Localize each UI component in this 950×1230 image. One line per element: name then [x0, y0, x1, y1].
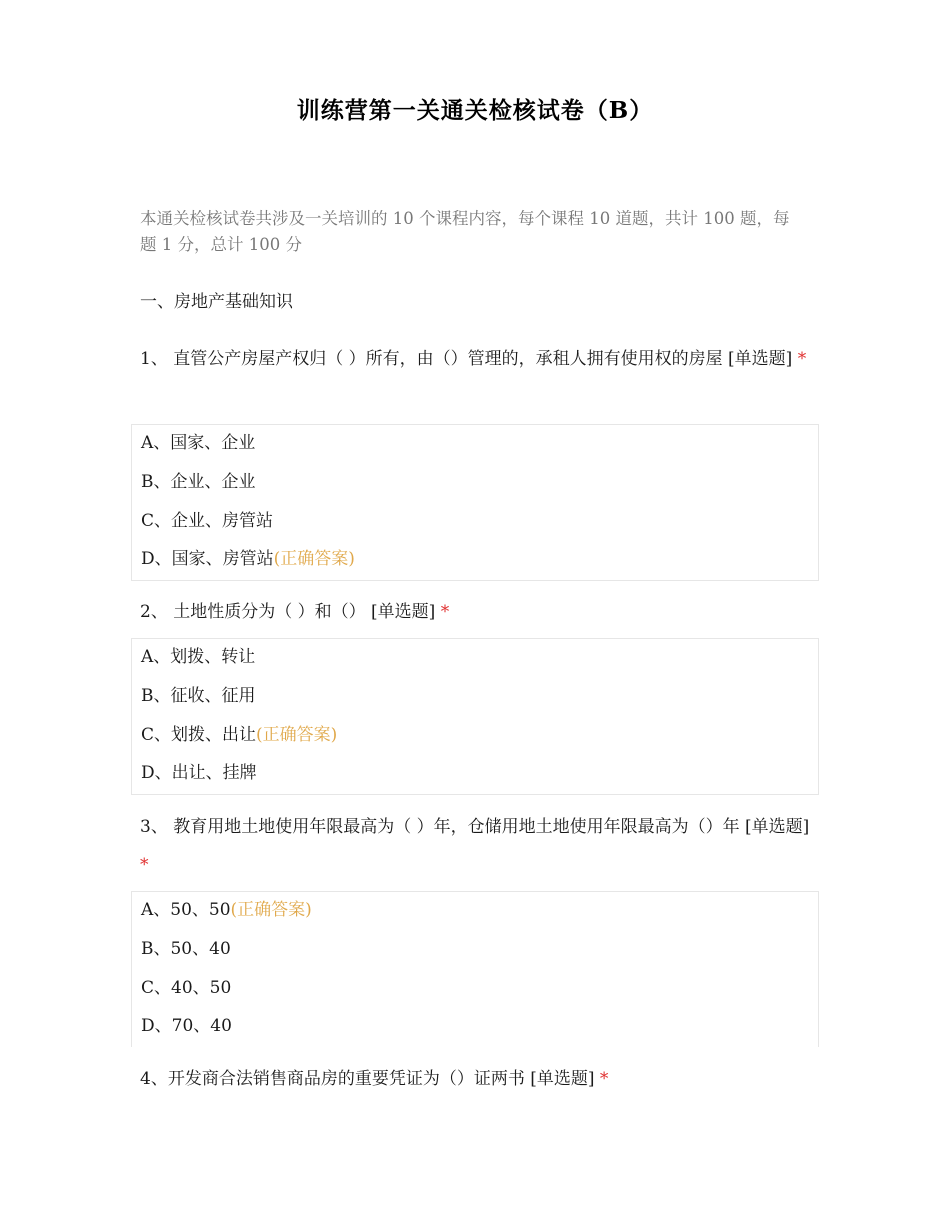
question-3	[140, 808, 810, 884]
question-4	[140, 1060, 810, 1098]
option-a[interactable]: A、50、50(正确答案)	[141, 900, 312, 920]
option-a[interactable]: A、国家、企业	[141, 433, 256, 453]
option-d[interactable]: D、出让、挂牌	[141, 763, 257, 784]
section-heading: 一、房地产基础知识	[140, 292, 293, 312]
required-mark: *	[140, 855, 149, 875]
option-b[interactable]: B、征收、征用	[141, 685, 256, 706]
question-text: 2、 土地性质分为（ ）和（） [单选题]	[140, 602, 436, 622]
exam-title: 训练营第一关通关检核试卷（B）	[296, 97, 654, 124]
option-b[interactable]: B、50、40	[141, 938, 231, 959]
required-mark: *	[440, 602, 450, 622]
option-d[interactable]: D、70、40	[141, 1016, 232, 1037]
option-a[interactable]: A、划拨、转让	[141, 647, 256, 667]
question-1	[140, 340, 810, 378]
question-text: 4、开发商合法销售商品房的重要凭证为（）证两书 [单选题]	[140, 1069, 595, 1089]
correct-answer-label: (正确答案)	[230, 900, 312, 920]
question-text: 1、 直管公产房屋产权归（ ）所有，由（）管理的，承租人拥有使用权的房屋 [单选题]	[140, 349, 793, 369]
option-d[interactable]: D、国家、房管站(正确答案)	[141, 549, 355, 570]
correct-answer-label: (正确答案)	[256, 724, 338, 745]
option-c[interactable]: C、企业、房管站	[141, 510, 274, 531]
required-mark: *	[797, 349, 807, 369]
required-mark: *	[599, 1069, 609, 1089]
question-3-options	[131, 891, 819, 1047]
question-2-options	[131, 638, 819, 795]
exam-intro: 本通关检核试卷共涉及一关培训的 10 个课程内容，每个课程 10 道题，共计 100 题，每题 1 分，总计 100 分	[140, 209, 790, 254]
option-c[interactable]: C、划拨、出让(正确答案)	[141, 724, 338, 745]
question-2	[140, 593, 810, 631]
option-c[interactable]: C、40、50	[141, 977, 232, 998]
question-1-options	[131, 424, 819, 581]
correct-answer-label: (正确答案)	[273, 549, 355, 570]
option-b[interactable]: B、企业、企业	[141, 471, 256, 492]
question-text: 3、 教育用地土地使用年限最高为（ ）年，仓储用地土地使用年限最高为（）年 [单选题]	[140, 817, 810, 837]
